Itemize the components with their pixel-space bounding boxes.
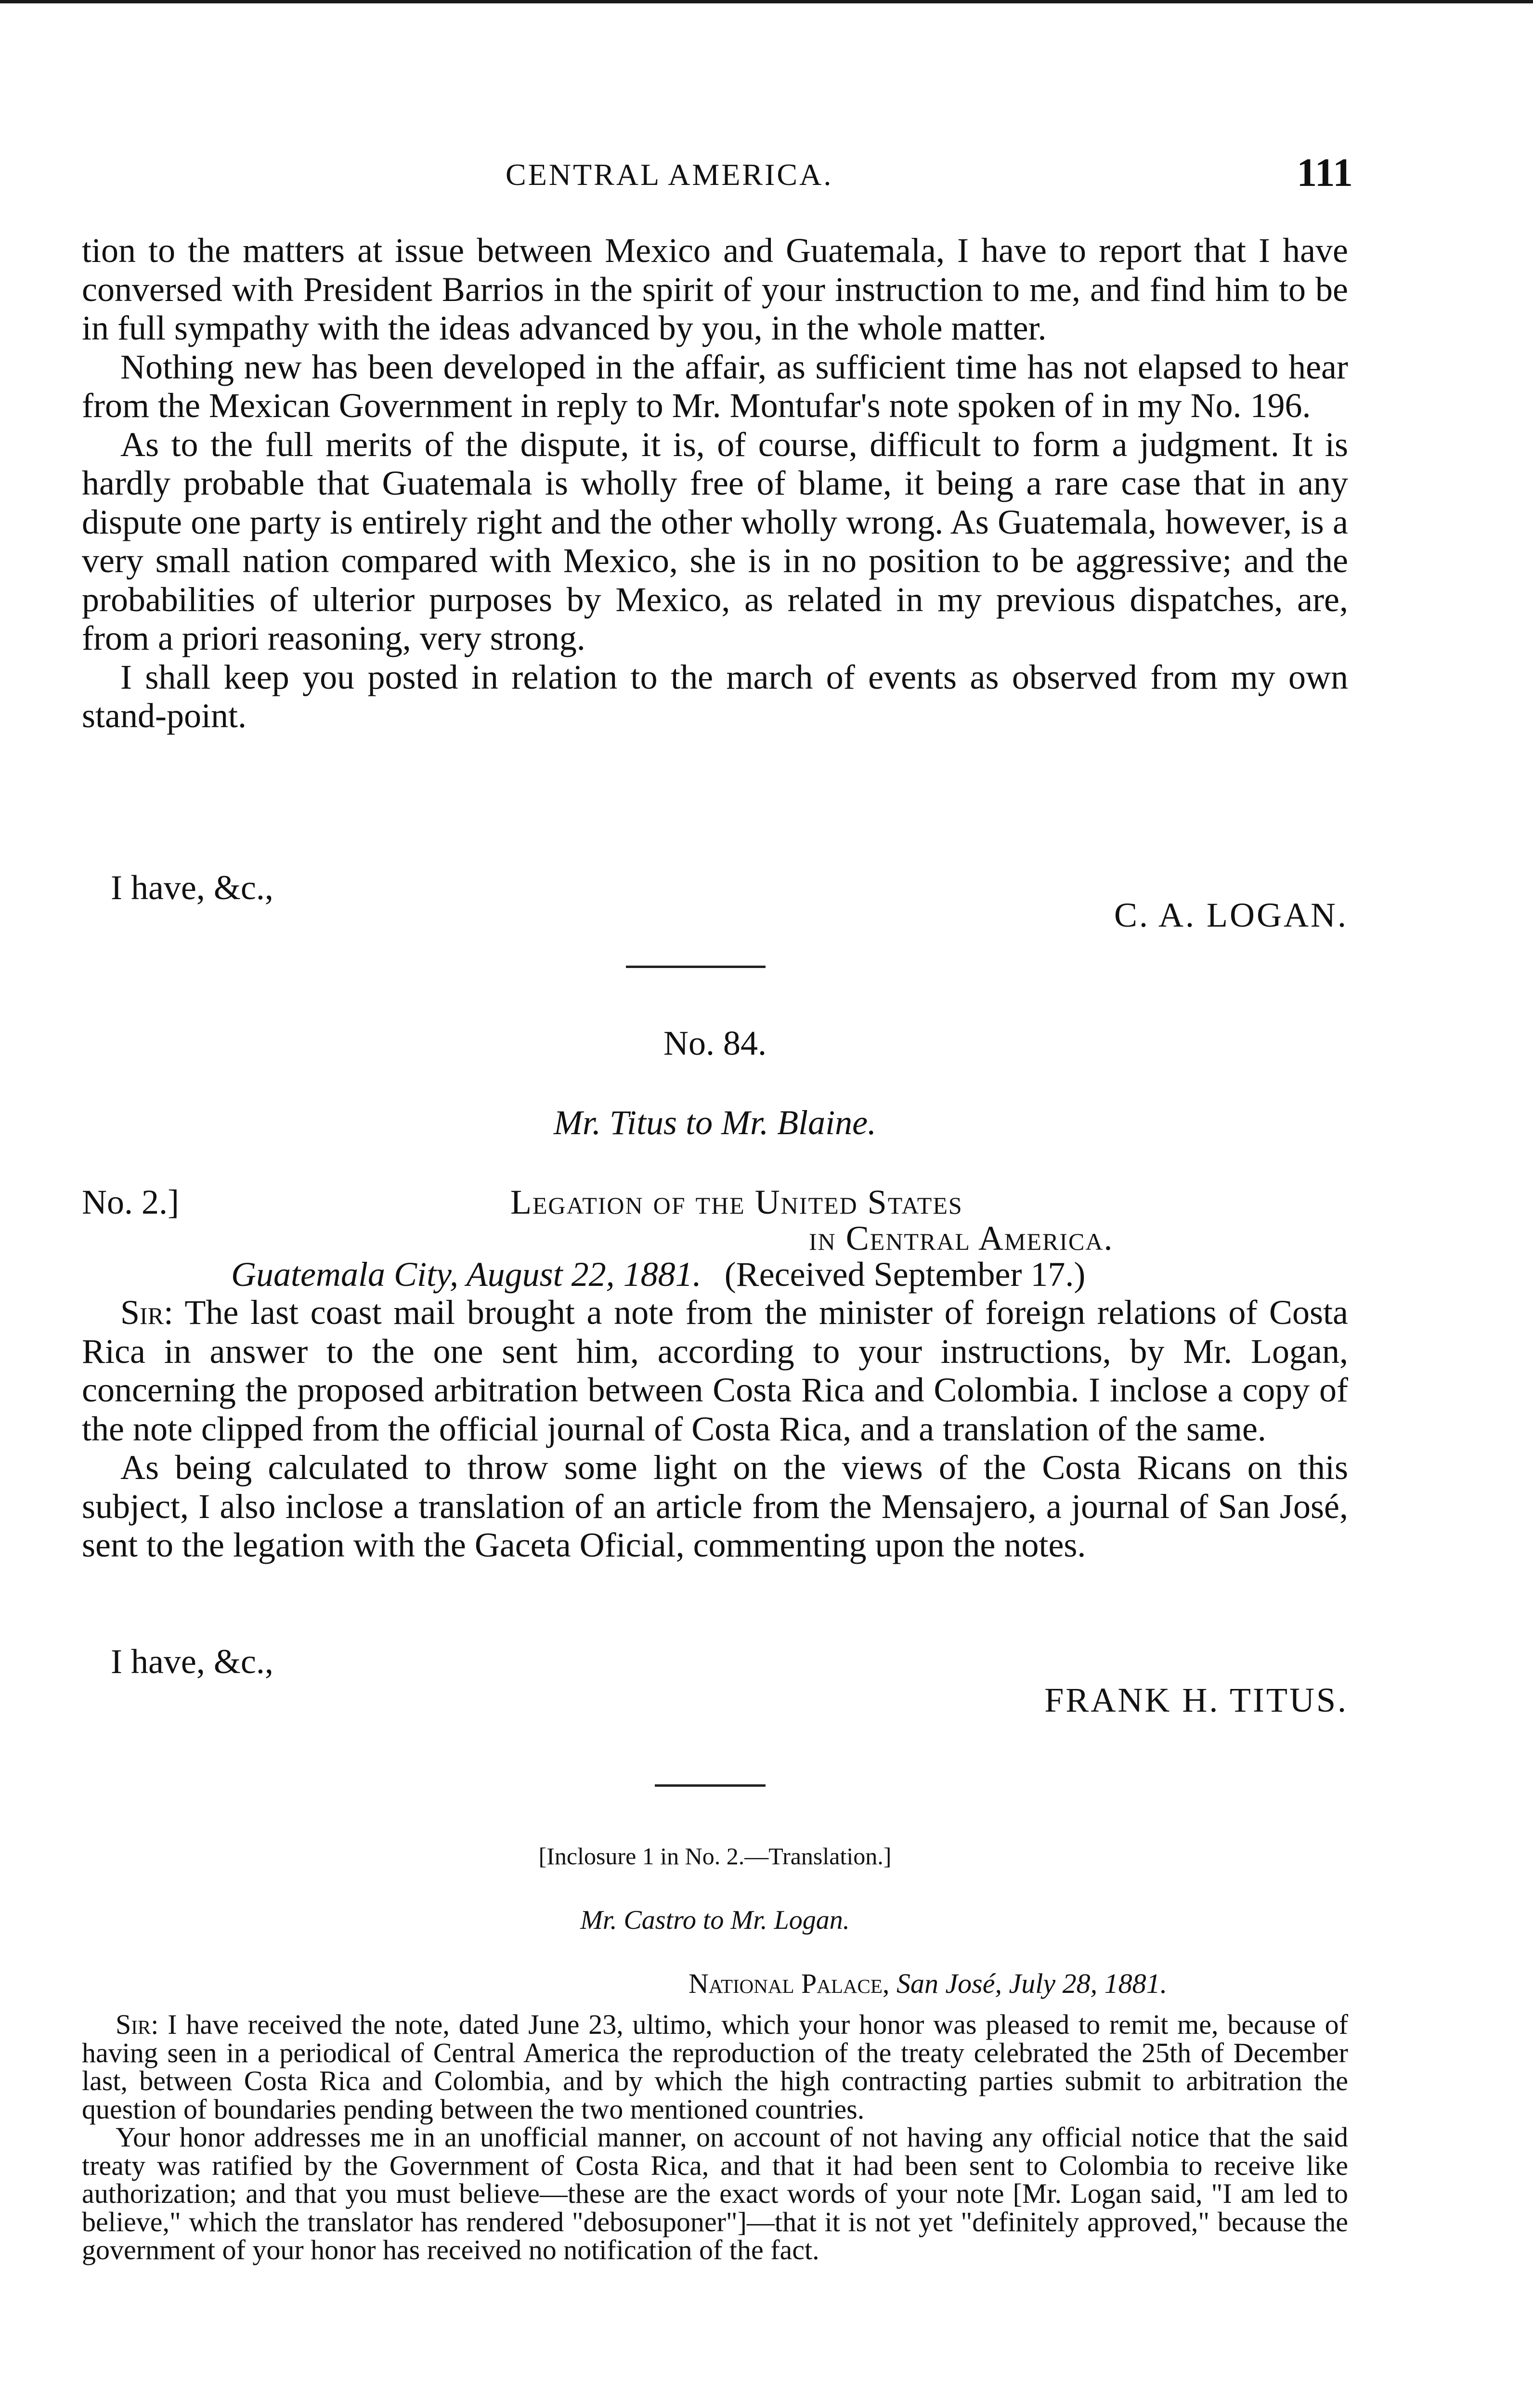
document-number: No. 84.: [663, 1024, 766, 1062]
document-title: Mr. Titus to Mr. Blaine.: [553, 1103, 877, 1142]
logan-closing: I have, &c.,: [111, 868, 273, 907]
section-divider: [655, 1784, 766, 1787]
page-top-edge: [0, 0, 1533, 3]
page-header: [82, 149, 1353, 202]
place-name: National Palace,: [689, 1968, 890, 1999]
dateline-row: [231, 1255, 1085, 1295]
paragraph: Nothing new has been developed in the affair, as sufficient time has not elapsed to hear from the Mexican Government in reply to Mr. Montufar's note spoken of in my No. 196.: [82, 347, 1348, 425]
titus-closing: I have, &c.,: [111, 1642, 273, 1681]
page-number: 111: [1297, 150, 1353, 195]
castro-letter-body: [82, 2011, 1348, 2264]
paragraph: As to the full merits of the dispute, it is, of course, difficult to form a judgment. It is hardly probable that Guatemala is wholly free of blame, it being a rare case that in any dispute one party is entirely right and the other wholly wrong. As Guatemala, however, is a very small nation compared with Mexico, she is in no position to be aggressive; and the probabilities of ulterior purposes by Mexico, as related in my previous dispatches, are, from a priori reasoning, very strong.: [82, 425, 1348, 657]
logan-signature: C. A. LOGAN.: [1114, 896, 1348, 934]
received-note: (Received September 17.): [724, 1255, 1086, 1294]
salutation: Sir:: [120, 1293, 174, 1332]
inclosure-heading: [Inclosure 1 in No. 2.—Translation.]: [538, 1843, 892, 1870]
paragraph: tion to the matters at issue between Mexico and Guatemala, I have to report that I have conversed with President Barrios in the spirit of your instruction to me, and find him to be in full sympathy with the ideas advanced by you, in the whole matter.: [82, 231, 1348, 347]
dateline: Guatemala City, August 22, 1881.: [231, 1255, 702, 1294]
paragraph: The last coast mail brought a note from the minister of foreign relations of Costa Rica in answer to the one sent him, according to your instructions, by Mr. Logan, concerning the proposed arbitration between Costa Rica and Colombia. I inclose a copy of the note clipped from the official journal of Costa Rica, and a translation of the same.: [82, 1293, 1348, 1448]
paragraph: As being calculated to throw some light on the views of the Costa Ricans on this subject, I also inclose a translation of an article from the Mensajero, a journal of San José, sent to the legation with the Gaceta Oficial, commenting upon the notes.: [82, 1448, 1348, 1564]
paragraph: I have received the note, dated June 23, ultimo, which your honor was pleased to remit me, because of having seen in a periodical of Central America the reproduction of the treaty celebrated the 25th of December last, between Costa Rica and Colombia, and by which the high contracting parties submit to arbitration the question of boundaries pending between the two mentioned countries.: [82, 2009, 1348, 2125]
inclosure-title: Mr. Castro to Mr. Logan.: [580, 1905, 850, 1935]
legation-line-2: in Central America.: [809, 1219, 1114, 1257]
titus-signature: FRANK H. TITUS.: [1044, 1681, 1348, 1719]
place-date: San José, July 28, 1881.: [896, 1968, 1168, 1999]
running-head: CENTRAL AMERICA.: [506, 157, 833, 192]
section-divider: [626, 966, 766, 968]
legation-line-1: Legation of the United States: [510, 1183, 963, 1221]
salutation: Sir:: [116, 2009, 159, 2040]
paragraph: I shall keep you posted in relation to the march of events as observed from my own stand-point.: [82, 657, 1348, 735]
dispatch-number: No. 2.]: [82, 1183, 179, 1221]
paragraph: Your honor addresses me in an unofficial manner, on account of not having any official notice that the said treaty was ratified by the Government of Costa Rica, and that it had been sent to Colombia to receive like authorization; and that you must believe—these are the exact words of your note [Mr. Logan said, "I am led to believe," which the translator has rendered "debosuponer"]—that it is not yet "definitely approved," because the government of your honor has received no notification of the fact.: [82, 2121, 1348, 2265]
logan-dispatch-body: [82, 231, 1348, 735]
place-line: [689, 1967, 1167, 2000]
titus-dispatch-body: [82, 1293, 1348, 1565]
